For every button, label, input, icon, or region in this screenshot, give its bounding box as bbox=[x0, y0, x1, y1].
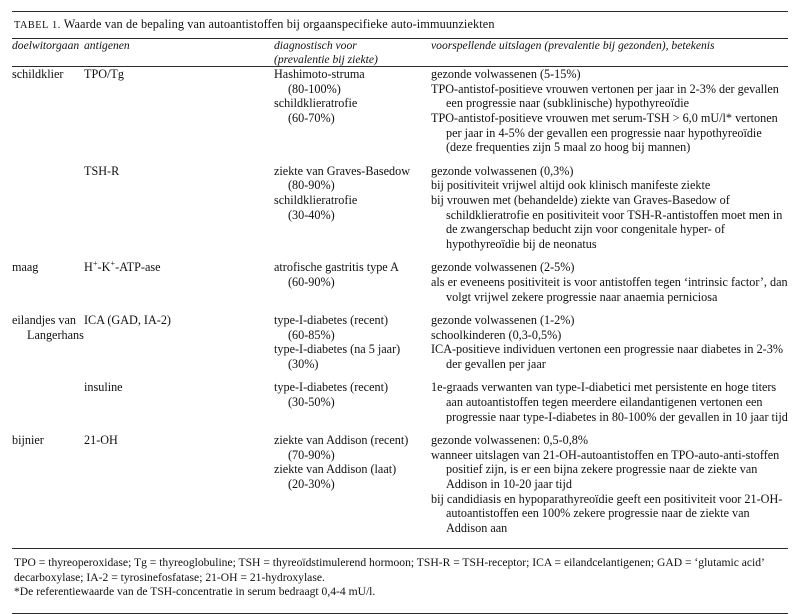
table-label-number: 1. bbox=[52, 20, 61, 31]
organ-name: schildklier bbox=[12, 67, 64, 82]
autoantibody-table bbox=[12, 39, 788, 66]
table-body bbox=[12, 67, 788, 535]
predictive-item: TPO-antistof-positieve vrouwen vertonen per jaar in 2-3% der gevallen een progressie naar (subklinische) hypothyreoïdie bbox=[431, 81, 779, 111]
cell-antigen: TPO/Tg bbox=[84, 67, 124, 82]
table-row bbox=[12, 433, 788, 535]
row-spacer bbox=[12, 304, 788, 313]
diagnostic-prevalence: (30%) bbox=[288, 356, 319, 371]
cell-diagnostic bbox=[274, 380, 431, 424]
table-caption-text: Waarde van de bepaling van autoantistoffen bij orgaanspecifieke auto-immuunziekten bbox=[63, 17, 495, 31]
cell-predictive bbox=[431, 313, 788, 371]
header-antigens: antigenen bbox=[84, 39, 130, 52]
row-spacer bbox=[12, 155, 788, 164]
table-label-prefix: TABEL bbox=[14, 20, 49, 31]
diagnostic-name: ziekte van Addison (recent) bbox=[274, 433, 409, 448]
diagnostic-prevalence: (60-85%) bbox=[288, 327, 335, 342]
diagnostic-prevalence: (80-90%) bbox=[288, 178, 335, 193]
predictive-item: als er eveneens positiviteit is voor antistoffen tegen ‘intrinsic factor’, dan volgt vrijwel zekere progressie naar anaemia perniciosa bbox=[431, 274, 788, 304]
predictive-item: bij positiviteit vrijwel altijd ook klinisch manifeste ziekte bbox=[431, 178, 711, 193]
header-row bbox=[12, 39, 788, 66]
diagnostic-prevalence: (60-70%) bbox=[288, 110, 335, 125]
cell-diagnostic bbox=[274, 260, 431, 304]
cell-diagnostic bbox=[274, 433, 431, 535]
table-caption bbox=[12, 12, 788, 38]
row-spacer-cell bbox=[12, 251, 788, 260]
cell-organ bbox=[12, 67, 84, 155]
cell-organ bbox=[12, 260, 84, 304]
cell-organ bbox=[12, 164, 84, 252]
cell-antigen: TSH-R bbox=[84, 163, 120, 178]
header-diagnostic-line1: diagnostisch voor bbox=[274, 39, 357, 52]
predictive-item: gezonde volwassenen (1-2%) bbox=[431, 313, 575, 328]
header-predictive: voorspellende uitslagen (prevalentie bij gezonden), betekenis bbox=[431, 39, 715, 52]
cell-antigen: ICA (GAD, IA-2) bbox=[84, 313, 171, 328]
table-row bbox=[12, 67, 788, 155]
cell-antigen: H+-K+-ATP-ase bbox=[84, 259, 161, 275]
predictive-item: TPO-antistof-positieve vrouwen met serum-TSH > 6,0 mU/l* vertonen per jaar in 4-5% der gevallen een progressie naar hypothyreoïdie (deze frequenties zijn 5 maal zo hoog bij mannen) bbox=[431, 110, 778, 155]
header-organ: doelwitorgaan bbox=[12, 39, 80, 52]
diagnostic-name: type-I-diabetes (na 5 jaar) bbox=[274, 342, 401, 357]
header-diagnostic bbox=[274, 39, 431, 66]
predictive-item: gezonde volwassenen (0,3%) bbox=[431, 163, 574, 178]
table-row bbox=[12, 260, 788, 304]
predictive-item: bij candidiasis en hypoparathyreoïdie geeft een positiviteit voor 21-OH-autoantistoffen een 100% zekere progressie naar de ziekte van Addison aan bbox=[431, 491, 783, 535]
diagnostic-name: atrofische gastritis type A bbox=[274, 260, 399, 275]
cell-organ bbox=[12, 380, 84, 424]
row-spacer-cell bbox=[12, 304, 788, 313]
diagnostic-name: type-I-diabetes (recent) bbox=[274, 313, 389, 328]
predictive-item: ICA-positieve individuen vertonen een progressie naar diabetes in 2-3% der gevallen per jaar bbox=[431, 342, 783, 371]
diagnostic-name: schildklieratrofie bbox=[274, 96, 358, 111]
diagnostic-prevalence: (30-40%) bbox=[288, 207, 335, 222]
cell-diagnostic bbox=[274, 313, 431, 371]
predictive-item: 1e-graads verwanten van type-I-diabetici met persistente en hoge titers aan autoantistoffen tegen meerdere eilandantigenen vertonen een progressie naar type-I-diabetes in 80-100% der gevallen in 10 jaar tijd bbox=[431, 380, 788, 424]
row-spacer-cell bbox=[12, 155, 788, 164]
organ-name-line2: Langerhans bbox=[27, 327, 84, 342]
predictive-item: bij vrouwen met (behandelde) ziekte van Graves-Basedow of schildklieratrofie en positiviteit voor TSH-R-antistoffen moet men in de zwangerschap beducht zijn voor congenitale hyper- of hypothyreoïdie bij de neonatus bbox=[431, 192, 783, 251]
figure-bottom-rule bbox=[12, 613, 788, 614]
diagnostic-name: ziekte van Graves-Basedow bbox=[274, 163, 411, 178]
cell-diagnostic bbox=[274, 164, 431, 252]
table-figure bbox=[0, 11, 800, 599]
predictive-item: schoolkinderen (0,3-0,5%) bbox=[431, 327, 562, 342]
cell-antigen: 21-OH bbox=[84, 433, 118, 448]
autoantibody-table-body bbox=[12, 67, 788, 535]
cell-predictive bbox=[431, 260, 788, 304]
predictive-item: wanneer uitslagen van 21-OH-autoantistoffen en TPO-auto-anti-stoffen positief zijn, is er een bijna zekere progressie naar de ziekte van Addison in 10-20 jaar tijd bbox=[431, 447, 780, 492]
table-row bbox=[12, 380, 788, 424]
diagnostic-name: Hashimoto-struma bbox=[274, 67, 365, 82]
diagnostic-prevalence: (70-90%) bbox=[288, 447, 335, 462]
row-spacer bbox=[12, 251, 788, 260]
cell-organ bbox=[12, 313, 84, 371]
cell-organ bbox=[12, 433, 84, 535]
diagnostic-name: schildklieratrofie bbox=[274, 192, 358, 207]
diagnostic-name: type-I-diabetes (recent) bbox=[274, 380, 389, 395]
diagnostic-prevalence: (20-30%) bbox=[288, 477, 335, 492]
table-header bbox=[12, 39, 788, 66]
row-spacer bbox=[12, 424, 788, 433]
cell-antigen: insuline bbox=[84, 380, 123, 395]
footnote-reference-value: *De referentiewaarde van de TSH-concentratie in serum bedraagt 0,4-4 mU/l. bbox=[14, 585, 376, 599]
diagnostic-prevalence: (60-90%) bbox=[288, 274, 335, 289]
diagnostic-prevalence: (30-50%) bbox=[288, 395, 335, 410]
footnote-abbreviations: TPO = thyreoperoxidase; Tg = thyreoglobuline; TSH = thyreoïdstimulerend hormoon; TSH-R = TSH-receptor; ICA = eilandcelantigenen; GAD = ‘glutamic acid’ decarboxylase; IA-2 = tyrosinefosfatase; 21-OH = 21-hydroxylase. bbox=[14, 556, 765, 584]
header-diagnostic-line2: (prevalentie bij ziekte) bbox=[274, 52, 378, 66]
diagnostic-name: ziekte van Addison (laat) bbox=[274, 462, 397, 477]
organ-name: eilandjes van bbox=[12, 313, 76, 328]
predictive-item: gezonde volwassenen: 0,5-0,8% bbox=[431, 433, 589, 448]
predictive-item: gezonde volwassenen (5-15%) bbox=[431, 67, 581, 82]
row-spacer-cell bbox=[12, 424, 788, 433]
row-spacer-cell bbox=[12, 371, 788, 380]
organ-name: bijnier bbox=[12, 433, 44, 448]
row-spacer bbox=[12, 371, 788, 380]
diagnostic-prevalence: (80-100%) bbox=[288, 81, 341, 96]
organ-name: maag bbox=[12, 260, 39, 275]
cell-diagnostic bbox=[274, 67, 431, 155]
cell-predictive bbox=[431, 67, 788, 155]
cell-predictive bbox=[431, 164, 788, 252]
cell-predictive bbox=[431, 380, 788, 424]
predictive-item: gezonde volwassenen (2-5%) bbox=[431, 260, 575, 275]
table-footnotes bbox=[12, 549, 788, 599]
table-row bbox=[12, 164, 788, 252]
table-row bbox=[12, 313, 788, 371]
cell-predictive bbox=[431, 433, 788, 535]
